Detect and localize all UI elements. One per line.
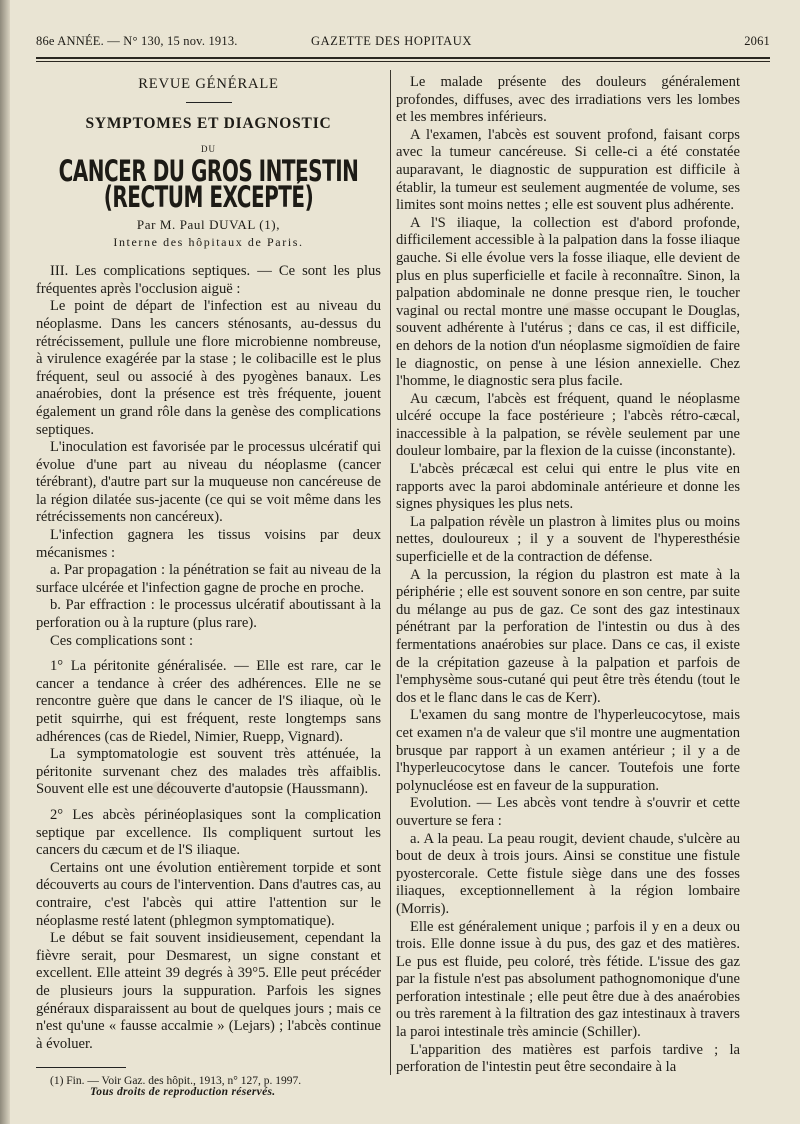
section-label: REVUE GÉNÉRALE: [138, 76, 279, 92]
title-rule: [186, 102, 232, 103]
paragraph: Ces complications sont :: [50, 632, 194, 649]
copyright-notice: Tous droits de reproduction réservés.: [90, 1086, 276, 1098]
article-subtitle: CANCER DU GROS INTESTIN (RECTUM EXCEPTÉ): [58, 153, 359, 214]
journal-name: GAZETTE DES HOPITAUX: [311, 34, 472, 48]
paragraph: 2° Les abcès périnéoplasiques sont la complication septique par excellence. Ils compliquent surtout les cancers du cæcum et de l'S iliaque.: [36, 806, 381, 859]
paragraph: La symptomatologie est souvent très atténuée, la péritonite survenant chez des malades très affaiblis. Souvent elle est une découverte d'autopsie (Haussmann).: [36, 746, 381, 798]
paragraph: La palpation révèle un plastron à limites plus ou moins nettes, douloureux ; il y a souvent de l'hyperesthésie superficielle et de la contraction de défense.: [396, 513, 740, 566]
paragraph: Certains ont une évolution entièrement torpide et sont découverts au cours de l'intervention. Dans d'autres cas, au contraire, c'est l'abcès qui attire l'attention sur le néoplasme resté latent (phlegmon symptomatique).: [36, 859, 381, 929]
footnote-rule: [36, 1067, 126, 1068]
paragraph: L'infection gagnera les tissus voisins par deux mécanismes :: [36, 527, 381, 561]
article-title: SYMPTOMES ET DIAGNOSTIC: [85, 114, 332, 132]
paragraph: a. Par propagation : la pénétration se fait au niveau de la surface ulcérée et l'infection gagne de proche en proche.: [36, 562, 381, 596]
paragraph: Elle est généralement unique ; parfois il y en a deux ou trois. Elle donne issue à du pus, des gaz et des matières. Le pus est fluide, peu coloré, très fétide. L'issue des gaz par la fistule n'est pas absolument pathognomonique d'une perforation intestinale ; elle peut être due à des anaérobies ou très rarement à la filtration des gaz intestinaux à travers la paroi intestinale très amincie (Schiller).: [396, 918, 740, 1041]
article-title-connector: DU: [201, 144, 216, 155]
paragraph: III. Les complications septiques. — Ce sont les plus fréquentes après l'occlusion aiguë :: [36, 263, 381, 297]
author-affiliation: Interne des hôpitaux de Paris.: [113, 234, 304, 249]
page-binding-edge: [0, 0, 10, 1124]
paragraph: L'abcès précæcal est celui qui entre le plus vite en rapports avec la paroi abdominale antérieure et donne les signes physiques les plus nets.: [396, 461, 740, 513]
paragraph: A l'S iliaque, la collection est d'abord profonde, difficilement accessible à la palpation dans la fosse iliaque gauche. Si elle évolue vers la fosse iliaque, elle devient de plus en plus superficielle et facile à reconnaître. Sinon, la palpation abdominale ne donne presque rien, le toucher vaginal ou rectal montre une masse occupant le Douglas, souvent adhérente à l'utérus ; dans ce cas, il est difficile, en dehors de la notion d'un néoplasme sigmoïdien de faire le diagnostic, on pense à une lésion annexielle. Chez l'homme, le diagnostic sera plus facile.: [396, 214, 740, 390]
right-column: [396, 74, 740, 1077]
paragraph: Evolution. — Les abcès vont tendre à s'ouvrir et cette ouverture se fera :: [396, 795, 740, 829]
paragraph: b. Par effraction : le processus ulcératif aboutissant à la perforation ou à la rupture (plus rare).: [36, 597, 381, 632]
issue-info: 86e ANNÉE. — N° 130, 15 nov. 1913.: [36, 34, 238, 48]
paragraph: L'apparition des matières est parfois tardive ; la perforation de l'intestin peut être secondaire à la: [396, 1041, 740, 1076]
running-head: [36, 34, 770, 52]
paragraph: A l'examen, l'abcès est souvent profond, faisant corps avec la tumeur cancéreuse. Si celle-ci a été constatée auparavant, le diagnostic de suppuration est difficile à établir, la tumeur est seulement augmentée de volume, ses limites sont moins nettes ; elle est souvent plus adhérente.: [396, 126, 740, 214]
article-author: Par M. Paul DUVAL (1),: [136, 216, 281, 232]
left-column: [36, 74, 381, 1088]
paragraph: Le malade présente des douleurs généralement profondes, diffuses, avec des irradiations vers les lombes et les membres inférieurs.: [396, 74, 740, 126]
paragraph: Le point de départ de l'infection est au niveau du néoplasme. Dans les cancers sténosants, au-dessus du rétrécissement, pullule une flore microbienne nombreuse, à virulence exagérée par la stase ; le colibacille est le plus fréquent, seul ou associé à des pyogènes banaux. Les anaérobies, dont la présence est très fréquente, jouent également un grand rôle dans la genèse des complications septiques.: [36, 298, 381, 438]
paragraph: Le début se fait souvent insidieusement, cependant la fièvre serait, pour Desmarest, un signe constant et excellent. Elle atteint 39 degrés à 39°5. Elle peut précéder de plusieurs jours la suppuration. Parfois les signes généraux disparaissent au bout de quelques jours ; mais ce n'est qu'une « fausse accalmie » (Lejars) ; l'abcès continue à évoluer.: [36, 930, 381, 1052]
paragraph: L'inoculation est favorisée par le processus ulcératif qui évolue d'une part au niveau du néoplasme (cancer térébrant), d'autre part sur la muqueuse non cancéreuse de la région dilatée sus-jacente (ce qui se voit même dans les rétrécissements non cancéreux).: [36, 439, 381, 526]
paragraph: A la percussion, la région du plastron est mate à la périphérie ; elle est souvent sonore en son centre, par suite du mélange au pus de gaz. Ce sont des gaz intestinaux pénétrant par la perforation de l'intestin ou dus à des fermentations anaérobies sur place. Dans ce cas, il existe de la crépitation gazeuse à la palpation et parfois de l'emphysème sous-cutané qui peut être très étendu (tout le dos et le flanc dans le cas de Kerr).: [396, 566, 740, 706]
page-number: 2061: [744, 34, 770, 48]
paragraph: L'examen du sang montre de l'hyperleucocytose, mais cet examen n'a de valeur que s'il montre une augmentation brusque par rapport à un examen antérieur ; il y a de l'hyperleucocytose dans le cancer. Toutefois une forte polynucléose est en faveur de la suppuration.: [396, 707, 740, 794]
paragraph: a. A la peau. La peau rougit, devient chaude, s'ulcère au bout de deux à trois jours. Ainsi se constitue une fistule pyostercorale. Cette fistule siège dans une des fosses iliaques, exceptionnellement à la région lombaire (Morris).: [396, 830, 740, 917]
header-rule-thin: [36, 61, 770, 62]
column-divider: [390, 70, 391, 1075]
header-rule: [36, 57, 770, 59]
paragraph: Au cæcum, l'abcès est fréquent, quand le néoplasme ulcéré occupe la face postérieure ; l'abcès rétro-cæcal, inaccessible à la palpation, se révèle seulement par une douleur lombaire, par la flexion de la cuisse (inconstante).: [396, 390, 740, 460]
paragraph: 1° La péritonite généralisée. — Elle est rare, car le cancer a tendance à créer des adhérences. Elle ne se rencontre guère que dans le cancer de l'S iliaque, où le petit squirrhe, qui est fréquent, reste longtemps sans adhérences (cas de Riedel, Nimier, Ruepp, Vignard).: [36, 658, 381, 745]
footnote: (1) Fin. — Voir Gaz. des hôpit., 1913, n° 127, p. 1997.: [50, 1075, 302, 1088]
